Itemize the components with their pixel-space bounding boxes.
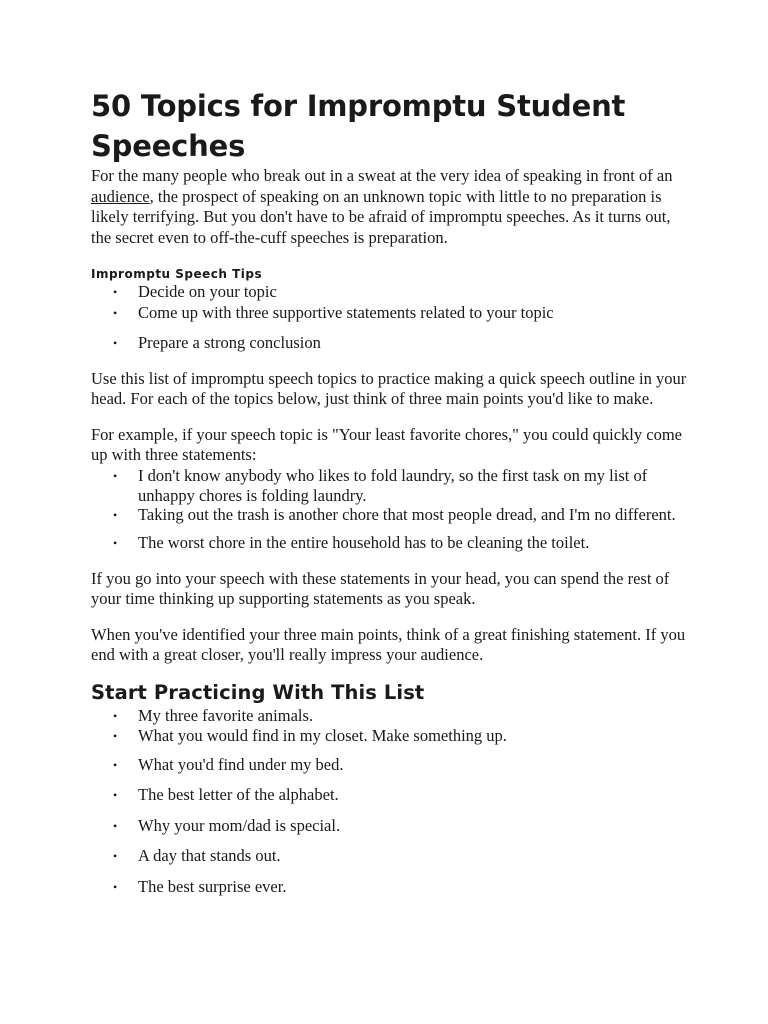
audience-link[interactable]: audience xyxy=(91,186,150,206)
list-item: • Come up with three supportive statements related to your topic xyxy=(91,303,691,324)
example-list xyxy=(91,466,691,554)
list-item: • Prepare a strong conclusion xyxy=(91,333,691,354)
list-item: • Taking out the trash is another chore that most people dread, and I'm no different. xyxy=(91,505,691,526)
article xyxy=(91,86,691,897)
list-item: • What you would find in my closet. Make something up. xyxy=(91,726,691,747)
tips-list xyxy=(91,282,691,354)
list-item: • What you'd find under my bed. xyxy=(91,755,691,776)
intro-text-before: For the many people who break out in a sweat at the very idea of speaking in front of an xyxy=(91,166,673,185)
use-list-paragraph: Use this list of impromptu speech topics to practice making a quick speech outline in your head. For each of the topics below, just think of three main points you'd like to make. xyxy=(91,368,687,408)
practice-list xyxy=(91,706,691,898)
list-item: • Decide on your topic xyxy=(91,282,691,303)
tips-heading: Impromptu Speech Tips xyxy=(91,267,263,281)
list-item: • A day that stands out. xyxy=(91,846,691,867)
practice-heading: Start Practicing With This List xyxy=(91,680,425,704)
example-intro-paragraph: For example, if your speech topic is "Your least favorite chores," you could quickly come up with three statements: xyxy=(91,424,682,464)
identified-paragraph: When you've identified your three main points, think of a great finishing statement. If you end with a great closer, you'll really impress your audience. xyxy=(91,624,686,664)
page-title: 50 Topics for Impromptu Student Speeches xyxy=(91,89,626,163)
list-item: • My three favorite animals. xyxy=(91,706,691,727)
intro-text-after: , the prospect of speaking on an unknown topic with little to no preparation is likely terrifying. But you don't have to be afraid of impromptu speeches. As it turns out, the secret even to off-the-cuff speeches is preparation. xyxy=(91,186,671,247)
intro-paragraph xyxy=(91,166,691,248)
list-item: • The worst chore in the entire household has to be cleaning the toilet. xyxy=(91,533,691,554)
list-item: • I don't know anybody who likes to fold laundry, so the first task on my list of unhappy chores is folding laundry. xyxy=(91,466,691,507)
list-item: • The best letter of the alphabet. xyxy=(91,785,691,806)
list-item: • The best surprise ever. xyxy=(91,877,691,898)
go-into-paragraph: If you go into your speech with these statements in your head, you can spend the rest of your time thinking up supporting statements as you speak. xyxy=(91,568,670,608)
list-item: • Why your mom/dad is special. xyxy=(91,816,691,837)
